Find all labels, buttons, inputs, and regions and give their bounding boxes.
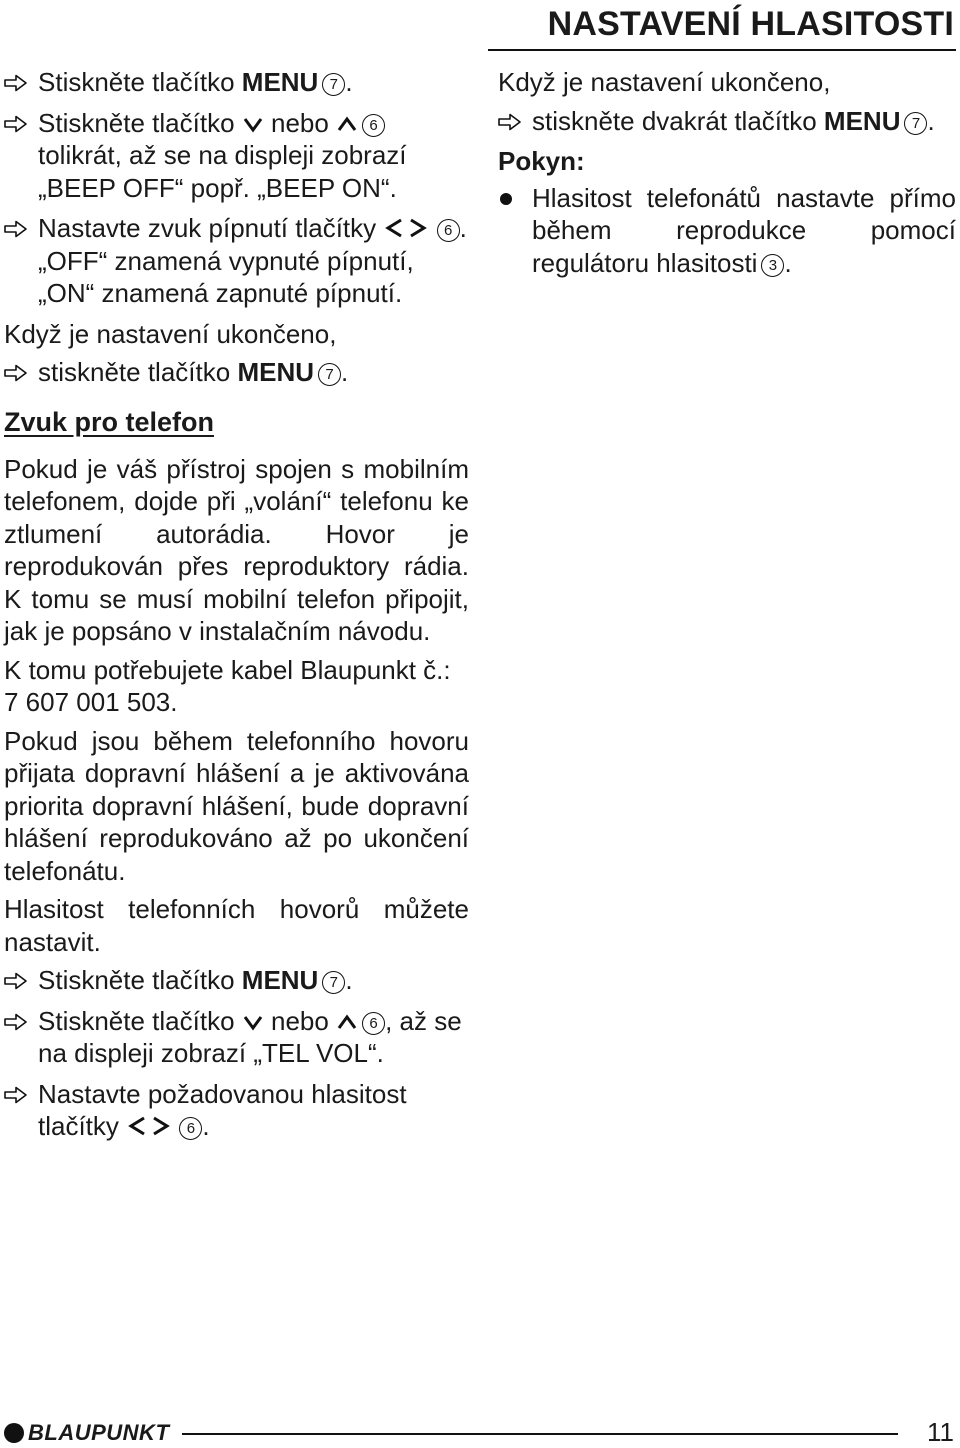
left-column [4,66,469,1151]
footer-rule [182,1433,898,1435]
step-item: Stiskněte tlačítko nebo 6 tolikrát, až se na displeji zobrazí „BEEP OFF“ popř. „BEEP ON“. [4,107,469,205]
bullet-item: Hlasitost telefonátů nastavte přímo během reprodukce pomocí regulátoru hlasitosti 3 . [498,182,956,280]
step-item: Stiskněte tlačítko nebo 6 , až se na displeji zobrazí „TEL VOL“. [4,1005,469,1070]
circled-number: 7 [904,112,927,135]
header-rule [488,49,956,51]
step-item: stiskněte tlačítko MENU 7 . [4,356,469,389]
arrow-right-outline-icon [4,1013,28,1031]
bullet-dot-icon [500,193,512,205]
circled-number: 3 [761,254,784,277]
chevron-left-right-icon [126,1115,172,1137]
circled-number: 6 [437,219,460,242]
arrow-right-outline-icon [4,74,28,92]
arrow-right-outline-icon [4,1086,28,1104]
brand-name: BLAUPUNKT [28,1420,170,1445]
arrow-right-outline-icon [4,364,28,382]
step-item: Nastavte požadovanou hlasitost tlačítky 6 . [4,1078,469,1143]
circled-number: 7 [318,363,341,386]
step-item: stiskněte dvakrát tlačítko MENU 7 . [498,105,956,138]
circled-number: 7 [322,73,345,96]
arrow-right-outline-icon [4,115,28,133]
page-number: 11 [927,1417,954,1447]
section-heading: Zvuk pro telefon [4,406,215,437]
chevron-down-icon [242,1012,264,1032]
step-item: Stiskněte tlačítko MENU 7 . [4,66,469,99]
circled-number: 6 [362,1012,385,1035]
chevron-up-icon [336,114,358,134]
step-item: Nastavte zvuk pípnutí tlačítky 6 . „OFF“ znamená vypnuté pípnutí, „ON“ znamená zapnuté pípnutí. [4,212,469,310]
paragraph: Když je nastavení ukončeno, [498,67,831,97]
note-label: Pokyn: [498,146,585,176]
chevron-left-right-icon [383,217,429,239]
logo-dot-icon [4,1423,24,1443]
paragraph: K tomu potřebujete kabel Blaupunkt č.: 7 607 001 503. [4,654,451,717]
step-item: Stiskněte tlačítko MENU 7 . [4,964,469,997]
page-title: NASTAVENÍ HLASITOSTI [547,5,954,43]
paragraph: Když je nastavení ukončeno, [4,318,337,349]
circled-number: 6 [179,1117,202,1140]
paragraph: Pokud je váš přístroj spojen s mobilním telefonem, dojde při „volání“ telefonu ke ztlumení autorádia. Hovor je reprodukován přes reproduktory rádia. K tomu se musí mobilní telefon připojit, jak je popsáno v instalačním návodu. [4,453,469,646]
chevron-down-icon [242,114,264,134]
paragraph: Pokud jsou během telefonního hovoru přijata dopravní hlášení a je aktivována priorita dopravní hlášení, bude dopravní hlášení reprodukováno až po ukončení telefonátu. [4,725,469,886]
brand-logo [4,1420,169,1446]
arrow-right-outline-icon [4,220,28,238]
right-column [498,66,956,279]
arrow-right-outline-icon [498,113,522,131]
circled-number: 7 [322,971,345,994]
circled-number: 6 [362,114,385,137]
paragraph: Hlasitost telefonních hovorů můžete nastavit. [4,894,469,957]
arrow-right-outline-icon [4,972,28,990]
chevron-up-icon [336,1012,358,1032]
